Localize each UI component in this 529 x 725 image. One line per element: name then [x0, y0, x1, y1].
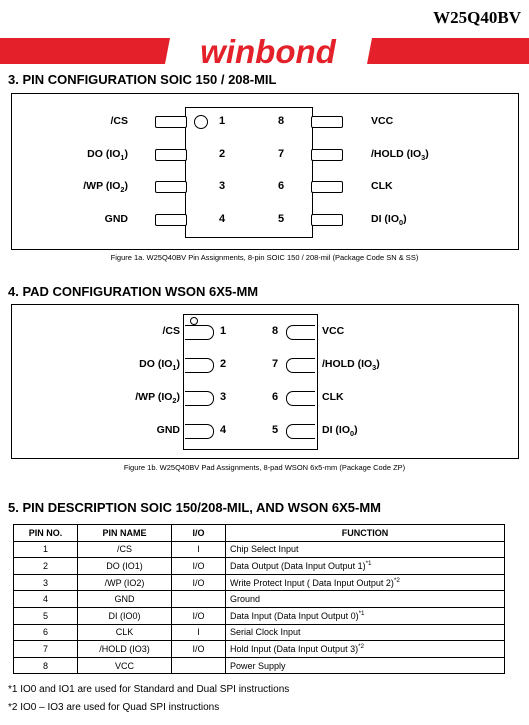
pin-no-cell: 5 — [14, 607, 78, 624]
function-cell: Data Output (Data Input Output 1)$^{*1}$ — [226, 558, 505, 575]
wson-right-pad-label: /HOLD $(IO_3)$ — [322, 358, 380, 373]
soic-right-pin-number: 6 — [278, 180, 285, 192]
wson-left-pad — [185, 325, 214, 340]
wson-left-pad-number: 3 — [220, 391, 227, 403]
figure-1b-caption: Figure 1b. W25Q40BV Pad Assignments, 8-pad WSON 6x5-mm (Package Code ZP) — [123, 463, 406, 472]
pin-no-cell: 4 — [14, 591, 78, 608]
winbond-logo-banner — [0, 34, 529, 68]
pin-label-subscript: 3 — [421, 153, 426, 163]
soic-left-pin-number: 4 — [219, 213, 226, 225]
pin-label-subscript: 1 — [120, 153, 125, 163]
wson-left-pad — [185, 358, 214, 373]
footnote-2: *2 IO0 – IO3 are used for Quad SPI instructions — [8, 702, 220, 713]
pin-label-subscript: 2 — [172, 396, 177, 406]
pin-name-cell: /HOLD (IO3) — [78, 641, 172, 658]
soic-right-pin-label: DI $(IO_0)$ — [371, 213, 407, 228]
col-io: I/O — [172, 525, 226, 542]
soic-right-pin-label: /HOLD $(IO_3)$ — [371, 148, 429, 163]
pin-no-cell: 6 — [14, 624, 78, 641]
pin-name-cell: /WP (IO2) — [78, 574, 172, 591]
pin-description-table — [13, 524, 505, 674]
pin-name-cell: /CS — [78, 541, 172, 558]
col-pin-name: PIN NAME — [78, 525, 172, 542]
function-cell: Ground — [226, 591, 505, 608]
soic-right-pin-label: CLK — [371, 180, 393, 192]
wson-left-pad — [185, 424, 214, 439]
function-cell: Data Input (Data Input Output 0)$^{*1}$ — [226, 607, 505, 624]
wson-right-pad — [286, 358, 315, 373]
io-cell: I — [172, 624, 226, 641]
function-cell: Power Supply — [226, 657, 505, 674]
pin-name-cell: CLK — [78, 624, 172, 641]
wson-left-pad-label: /WP $(IO_2)$ — [135, 391, 180, 406]
soic-left-pin-label: /WP $(IO_2)$ — [83, 180, 128, 195]
table-row — [14, 591, 505, 608]
io-cell: I — [172, 541, 226, 558]
table-row — [14, 574, 505, 591]
function-cell: Write Protect Input ( Data Input Output 2)$^{*2}$ — [226, 574, 505, 591]
io-cell: I/O — [172, 558, 226, 575]
table-row — [14, 641, 505, 658]
pin1-marker-icon — [194, 115, 208, 129]
io-cell: I/O — [172, 574, 226, 591]
section-3-title: 3. PIN CONFIGURATION SOIC 150 / 208-MIL — [8, 72, 277, 87]
function-footnote-ref: *1 — [365, 560, 372, 568]
function-cell: Serial Clock Input — [226, 624, 505, 641]
wson-right-pad — [286, 391, 315, 406]
soic-left-pin-number: 3 — [219, 180, 226, 192]
wson-left-pad-number: 4 — [220, 424, 227, 436]
wson-right-pad-number: 8 — [272, 325, 279, 337]
wson-left-pad-label: /CS — [162, 325, 180, 337]
footnote-1: *1 IO0 and IO1 are used for Standard and Dual SPI instructions — [8, 684, 290, 695]
soic-right-lead — [311, 149, 343, 161]
soic-left-pin-label: GND — [104, 213, 128, 225]
function-cell: Hold Input (Data Input Output 3)$^{*2}$ — [226, 641, 505, 658]
soic-left-pin-label: /CS — [110, 115, 128, 127]
wson-right-pad-number: 6 — [272, 391, 279, 403]
soic-right-pin-number: 7 — [278, 148, 285, 160]
function-footnote-ref: *1 — [358, 610, 365, 618]
brand-wordmark: winbond — [200, 34, 336, 68]
wson-right-pad — [286, 325, 315, 340]
wson-left-pad-label: DO $(IO_1)$ — [139, 358, 180, 373]
pin-no-cell: 3 — [14, 574, 78, 591]
function-footnote-ref: *2 — [358, 643, 365, 651]
wson-left-pad — [185, 391, 214, 406]
io-cell: I/O — [172, 607, 226, 624]
function-footnote-ref: *2 — [393, 577, 400, 585]
soic-right-pin-number: 8 — [278, 115, 285, 127]
wson-right-pad-label: CLK — [322, 391, 344, 403]
pin-name-cell: VCC — [78, 657, 172, 674]
wson-left-pad-number: 1 — [220, 325, 227, 337]
wson-right-pad-label: DI $(IO_0)$ — [322, 424, 358, 439]
pin-no-cell: 2 — [14, 558, 78, 575]
soic-right-pin-number: 5 — [278, 213, 285, 225]
col-pin-no: PIN NO. — [14, 525, 78, 542]
wson-right-pad-number: 7 — [272, 358, 279, 370]
soic-right-lead — [311, 116, 343, 128]
figure-1a-caption: Figure 1a. W25Q40BV Pin Assignments, 8-pin SOIC 150 / 208-mil (Package Code SN & SS) — [110, 253, 419, 262]
soic-right-lead — [311, 214, 343, 226]
pin-label-subscript: 2 — [120, 185, 125, 195]
io-cell — [172, 657, 226, 674]
soic-left-lead — [155, 116, 187, 128]
soic-right-lead — [311, 181, 343, 193]
pin-name-cell: GND — [78, 591, 172, 608]
section-5-title: 5. PIN DESCRIPTION SOIC 150/208-MIL, AND WSON 6X5-MM — [8, 500, 381, 515]
col-function: FUNCTION — [226, 525, 505, 542]
table-header-row — [14, 525, 505, 542]
pin-name-cell: DO (IO1) — [78, 558, 172, 575]
wson-left-pad-number: 2 — [220, 358, 227, 370]
soic-left-pin-number: 2 — [219, 148, 226, 160]
table-row — [14, 558, 505, 575]
function-cell: Chip Select Input — [226, 541, 505, 558]
io-cell — [172, 591, 226, 608]
soic-left-pin-label: DO $(IO_1)$ — [87, 148, 128, 163]
pin-label-subscript: 3 — [372, 363, 377, 373]
wson-right-pad-label: VCC — [322, 325, 345, 337]
pin-no-cell: 1 — [14, 541, 78, 558]
section-4-title: 4. PAD CONFIGURATION WSON 6X5-MM — [8, 284, 259, 299]
soic-left-lead — [155, 181, 187, 193]
soic-left-lead — [155, 214, 187, 226]
soic-left-lead — [155, 149, 187, 161]
pin-label-subscript: 0 — [399, 218, 404, 228]
part-number: W25Q40BV — [433, 8, 521, 27]
pin-label-subscript: 0 — [350, 429, 355, 439]
table-row — [14, 657, 505, 674]
wson-right-pad — [286, 424, 315, 439]
io-cell: I/O — [172, 641, 226, 658]
pad1-marker-icon — [190, 317, 198, 325]
soic-left-pin-number: 1 — [219, 115, 226, 127]
pin-no-cell: 8 — [14, 657, 78, 674]
pin-label-subscript: 1 — [172, 363, 177, 373]
wson-left-pad-label: GND — [156, 424, 180, 436]
wson-right-pad-number: 5 — [272, 424, 279, 436]
table-row — [14, 607, 505, 624]
table-row — [14, 624, 505, 641]
pin-no-cell: 7 — [14, 641, 78, 658]
table-row — [14, 541, 505, 558]
soic-right-pin-label: VCC — [371, 115, 394, 127]
pin-name-cell: DI (IO0) — [78, 607, 172, 624]
